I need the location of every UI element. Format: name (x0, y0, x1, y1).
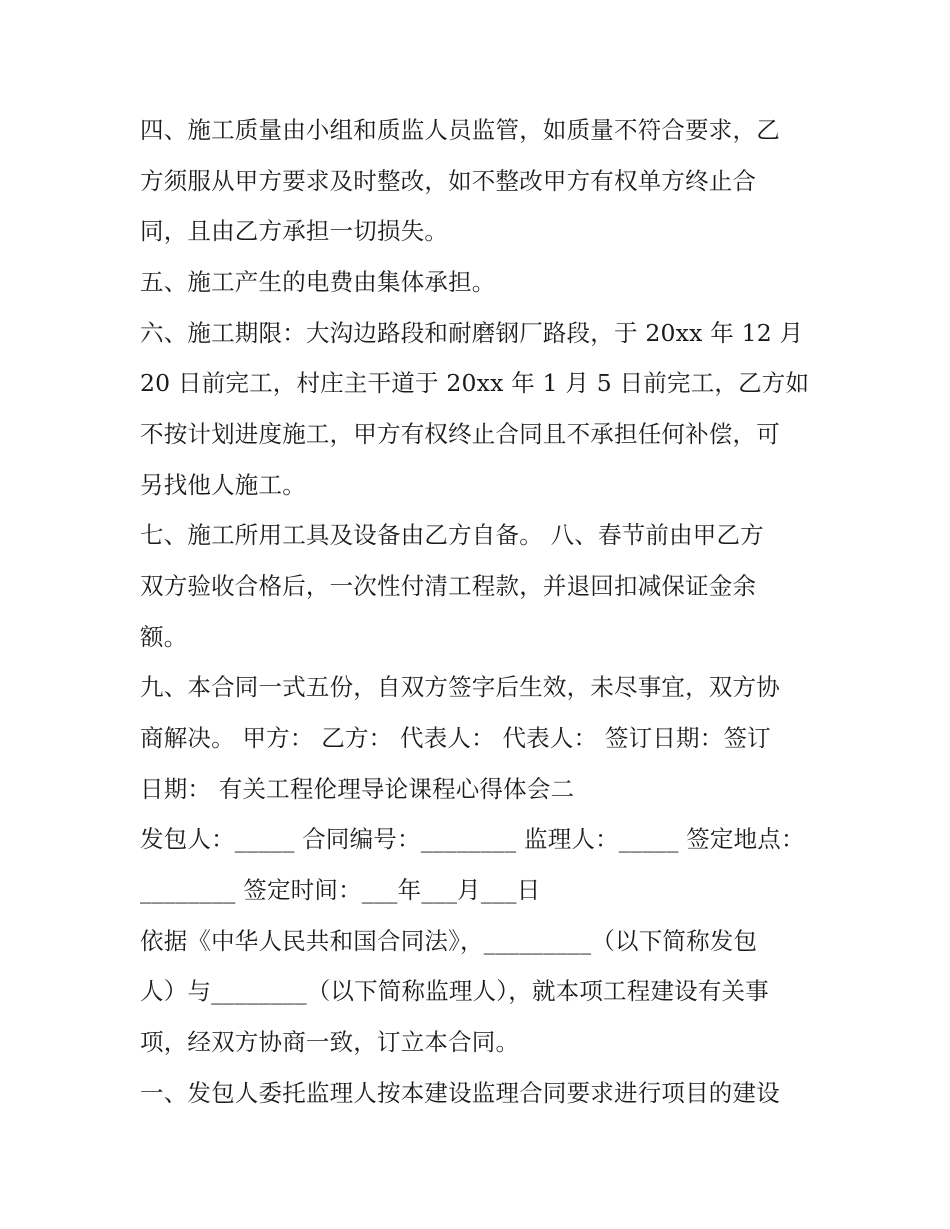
text-line: 四、施工质量由小组和质监人员监管，如质量不符合要求，乙 (140, 116, 780, 144)
text-line: 额。 (140, 623, 188, 651)
text-line: ________ 签定时间：___年___月___日 (140, 876, 541, 904)
text-line: 项，经双方协商一致，订立本合同。 (140, 1028, 520, 1056)
text-line: 五、施工产生的电费由集体承担。 (140, 268, 496, 296)
text-line: 双方验收合格后，一次性付清工程款，并退回扣减保证金余 (140, 572, 757, 600)
text-line: 九、本合同一式五份，自双方签字后生效，未尽事宜，双方协 (140, 673, 780, 701)
text-line: 商解决。 甲方： 乙方： 代表人： 代表人： 签订日期：签订 (140, 724, 771, 752)
text-line: 一、发包人委托监理人按本建设监理合同要求进行项目的建设 (140, 1079, 780, 1107)
text-line: 同，且由乙方承担一切损失。 (140, 217, 449, 245)
text-line: 方须服从甲方要求及时整改，如不整改甲方有权单方终止合 (140, 167, 757, 195)
text-line: 不按计划进度施工，甲方有权终止合同且不承担任何补偿，可 (140, 420, 780, 448)
text-line: 依据《中华人民共和国合同法》，_________（以下简称发包 (140, 927, 758, 955)
text-line: 20 日前完工，村庄主干道于 20xx 年 1 月 5 日前完工，乙方如 (140, 369, 810, 397)
text-line: 七、施工所用工具及设备由乙方自备。 八、春节前由甲乙方 (140, 521, 764, 549)
text-line: 另找他人施工。 (140, 471, 306, 499)
text-line: 发包人：_____ 合同编号：________ 监理人：_____ 签定地点： (140, 825, 805, 853)
text-line: 人）与________（以下简称监理人），就本项工程建设有关事 (140, 977, 769, 1005)
text-line: 日期： 有关工程伦理导论课程心得体会二 (140, 775, 575, 803)
text-line: 六、施工期限：大沟边路段和耐磨钢厂路段，于 20xx 年 12 月 (140, 319, 804, 347)
